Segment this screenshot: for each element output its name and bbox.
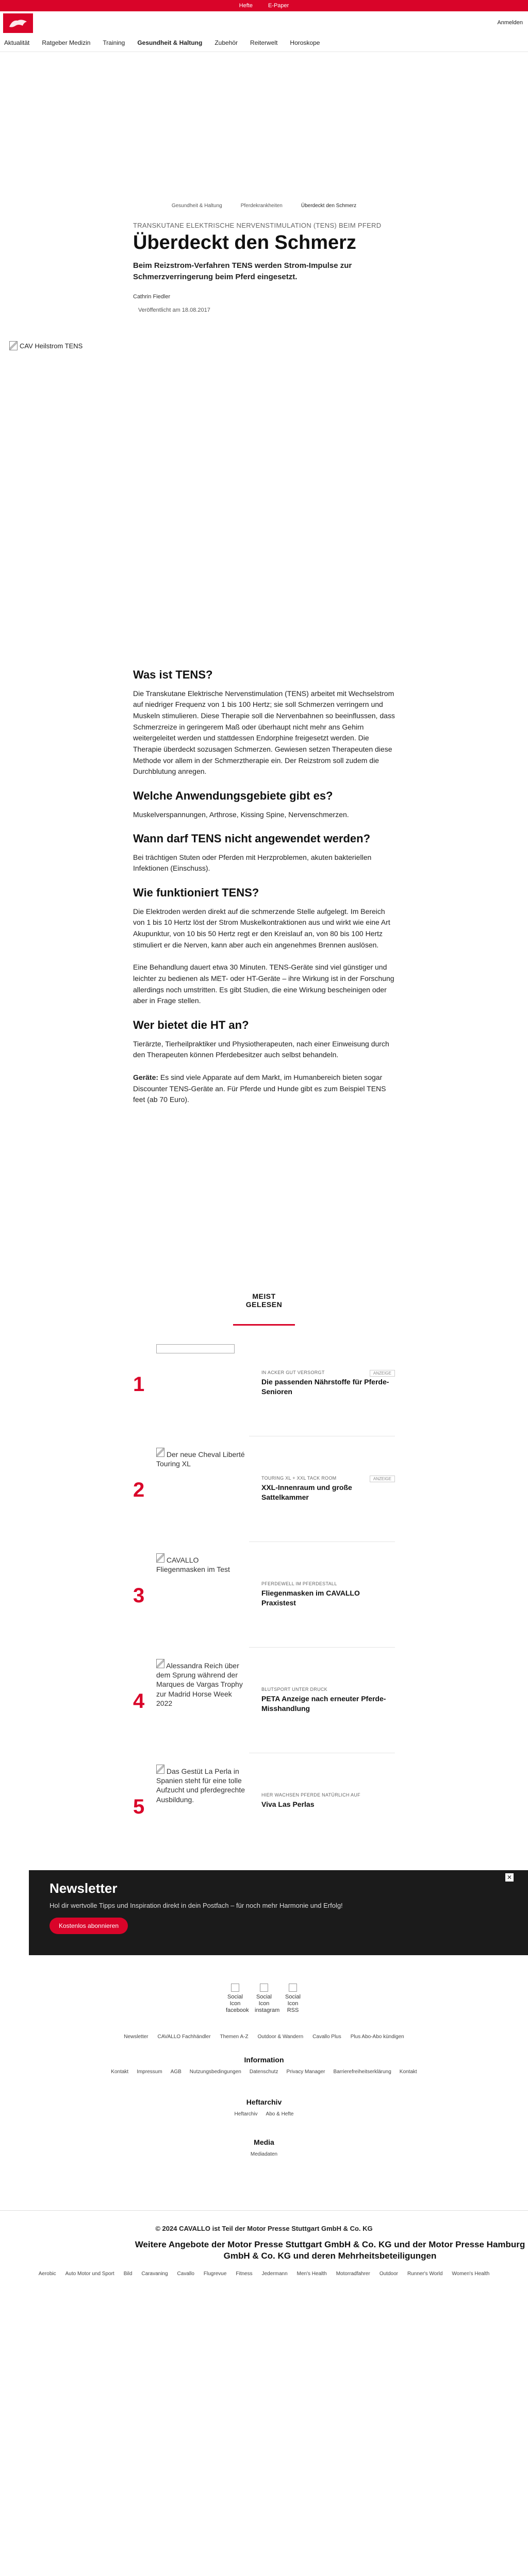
social-label: Social Icon facebook bbox=[226, 1994, 249, 2014]
footer-link[interactable]: CAVALLO Fachhändler bbox=[157, 2034, 211, 2040]
top-link-epaper[interactable]: E-Paper bbox=[268, 3, 289, 9]
most-read-kicker: IN ACKER GUT VERSORGT bbox=[261, 1370, 325, 1375]
divider bbox=[249, 1541, 395, 1542]
footer-heading: Information bbox=[244, 2056, 284, 2064]
broken-image-icon bbox=[260, 1984, 268, 1992]
footer-heading: Heftarchiv bbox=[246, 2098, 282, 2106]
footer-link[interactable]: Nutzungsbedingungen bbox=[189, 2069, 241, 2075]
broken-image-icon bbox=[9, 341, 18, 350]
footer-link[interactable]: Newsletter bbox=[124, 2034, 148, 2040]
social-label: Social Icon instagram bbox=[255, 1994, 280, 2014]
partner-link[interactable]: Aerobic bbox=[38, 2271, 56, 2277]
most-read-text bbox=[249, 1659, 395, 1714]
broken-image-icon bbox=[289, 1984, 297, 1992]
most-read-rank: 5 bbox=[133, 1795, 145, 1818]
most-read-headline: Die passenden Nährstoffe für Pferde-Senioren bbox=[261, 1378, 389, 1396]
section-heading: Was ist TENS? bbox=[133, 668, 213, 681]
footer-information bbox=[0, 2056, 528, 2075]
footer-info-links bbox=[0, 2069, 528, 2075]
newsletter-title: Newsletter bbox=[50, 1880, 118, 1896]
nav-item-zubehoer[interactable]: Zubehör bbox=[214, 39, 238, 46]
partner-link[interactable]: Cavallo bbox=[177, 2271, 194, 2277]
most-read-headline: Viva Las Perlas bbox=[261, 1800, 315, 1808]
partner-link[interactable]: Jedermann bbox=[261, 2271, 288, 2277]
footer-link[interactable]: Kontakt bbox=[399, 2069, 417, 2075]
partner-link[interactable]: Men's Health bbox=[296, 2271, 327, 2277]
most-read-underline bbox=[233, 1292, 295, 1326]
section-paragraph: Muskelverspannungen, Arthrose, Kissing Spine, Nervenschmerzen. bbox=[133, 810, 349, 819]
most-read-text bbox=[249, 1448, 395, 1502]
horse-logo-icon bbox=[6, 18, 30, 29]
most-read-image bbox=[156, 1765, 249, 1857]
most-read-section bbox=[133, 1292, 395, 1870]
footer-link[interactable]: Privacy Manager bbox=[286, 2069, 325, 2075]
broken-image-icon bbox=[156, 1553, 164, 1563]
footer-divider bbox=[0, 2210, 528, 2211]
most-read-headline: XXL-Innenraum und große Sattelkammer bbox=[261, 1483, 352, 1501]
broken-image-icon bbox=[156, 1448, 164, 1457]
footer-media bbox=[0, 2138, 528, 2157]
most-read-kicker: BLUTSPORT UNTER DRUCK bbox=[261, 1687, 327, 1692]
footer-link[interactable]: Datenschutz bbox=[249, 2069, 278, 2075]
nav-item-aktualitaet[interactable]: Aktualität bbox=[4, 39, 30, 46]
copyright: © 2024 CAVALLO ist Teil der Motor Presse Stuttgart GmbH & Co. KG bbox=[155, 2225, 373, 2232]
most-read-rank: 3 bbox=[133, 1584, 145, 1607]
hero-image-alt-text: CAV Heilstrom TENS bbox=[20, 342, 83, 350]
most-read-rank: 4 bbox=[133, 1690, 145, 1713]
most-read-image bbox=[156, 1659, 249, 1752]
partner-link[interactable]: Runner's World bbox=[407, 2271, 443, 2277]
partner-link[interactable]: Outdoor bbox=[379, 2271, 398, 2277]
footer-link[interactable]: AGB bbox=[170, 2069, 182, 2075]
most-read-image-alt: CAVALLO Fliegenmasken im Test bbox=[156, 1556, 230, 1574]
broken-image-icon bbox=[156, 1765, 164, 1774]
article-lead: Beim Reizstrom-Verfahren TENS werden Strom-Impulse zur Schmerzverringerung beim Pferd eingesetzt. bbox=[133, 261, 352, 281]
breadcrumb-item-gesundheit[interactable]: Gesundheit & Haltung bbox=[171, 203, 222, 209]
site-header bbox=[0, 11, 528, 34]
section-funktion bbox=[133, 886, 395, 1007]
most-read-item[interactable] bbox=[133, 1342, 395, 1448]
login-link[interactable]: Anmelden bbox=[497, 20, 523, 26]
newsletter-banner bbox=[29, 1870, 528, 1955]
most-read-image-alt: Das Gestüt La Perla in Spanien steht für eine tolle Aufzucht und pferdegrechte Ausbildung. bbox=[156, 1767, 245, 1804]
most-read-item[interactable] bbox=[133, 1659, 395, 1765]
divider bbox=[249, 1647, 395, 1648]
most-read-image bbox=[156, 1448, 249, 1540]
article-author[interactable]: Cathrin Fiedler bbox=[133, 294, 171, 300]
footer-media-links bbox=[0, 2151, 528, 2157]
nav-item-training[interactable]: Training bbox=[103, 39, 125, 46]
footer-link[interactable]: Heftarchiv bbox=[234, 2111, 258, 2117]
most-read-title: MEIST GELESEN bbox=[245, 1292, 283, 1309]
partner-link[interactable]: Motorradfahrer bbox=[336, 2271, 370, 2277]
devices-label: Geräte: bbox=[133, 1073, 159, 1081]
partner-link[interactable]: Bild bbox=[123, 2271, 133, 2277]
ad-badge: ANZEIGE bbox=[370, 1370, 395, 1377]
hero-image bbox=[9, 341, 519, 671]
footer-link[interactable]: Kontakt bbox=[111, 2069, 129, 2075]
broken-image-icon bbox=[156, 1659, 164, 1668]
social-label: Social Icon RSS bbox=[285, 1994, 301, 2014]
footer-link[interactable]: Mediadaten bbox=[250, 2151, 278, 2157]
section-paragraph: Tierärzte, Tierheilpraktiker und Physiotherapeuten, nach einer Einweisung durch den Therapeuten können Pferdebesitzer auch selbst behandeln. bbox=[133, 1039, 389, 1059]
most-read-kicker: PFERDEWELL IM PFERDESTALL bbox=[261, 1581, 337, 1586]
most-read-image bbox=[156, 1553, 249, 1646]
footer-link[interactable]: Impressum bbox=[137, 2069, 162, 2075]
image-placeholder bbox=[156, 1344, 235, 1353]
nav-item-ratgeber-medizin[interactable]: Ratgeber Medizin bbox=[42, 39, 91, 46]
most-read-item[interactable] bbox=[133, 1448, 395, 1553]
article-published-date: Veröffentlicht am 18.08.2017 bbox=[138, 307, 210, 314]
nav-item-horoskope[interactable]: Horoskope bbox=[290, 39, 320, 46]
footer-link[interactable]: Themen A-Z bbox=[220, 2034, 249, 2040]
section-paragraph: Die Transkutane Elektrische Nervenstimulation (TENS) arbeitet mit Wechselstrom auf niedriger Frequenz von 1 bis 100 Hertz; sie soll Schmerzen verringern und Muskeln stimulieren. Diese Therapie soll die Nervenbahnen so beeinflussen, dass Schmerzreize in geringerem Maß oder überhaupt nicht mehr ans Gehirn weitergeleitet werden und stattdessen Endorphine freigesetzt werden. Die Therapie überdeckt sozusagen Schmerzen. Gewiesen setzen Therapeuten diese Methode vor allem in der Schmerztherapie ein. Der Reizstrom soll zudem die Durchblutung anregen. bbox=[133, 689, 395, 776]
more-offers-heading: Weitere Angebote der Motor Presse Stuttgart GmbH & Co. KG und der Motor Presse Hamburg GmbH & Co. KG und deren Mehrheitsbeteiligungen bbox=[135, 2240, 525, 2261]
most-read-item[interactable] bbox=[133, 1553, 395, 1659]
most-read-item[interactable] bbox=[133, 1765, 395, 1870]
footer-heftarchiv-links bbox=[0, 2111, 528, 2117]
section-heading: Wann darf TENS nicht angewendet werden? bbox=[133, 832, 371, 845]
section-heading: Welche Anwendungsgebiete gibt es? bbox=[133, 789, 333, 802]
most-read-image-alt: Alessandra Reich über dem Sprung während der Marques de Vargas Trophy zur Madrid Horse Week 2022 bbox=[156, 1662, 243, 1707]
section-heading: Wer bietet die HT an? bbox=[133, 1019, 249, 1032]
section-anwendungsgebiete bbox=[133, 789, 395, 820]
breadcrumb-item-current: Überdeckt den Schmerz bbox=[301, 203, 357, 209]
most-read-headline: PETA Anzeige nach erneuter Pferde-Misshandlung bbox=[261, 1694, 386, 1713]
main-navigation bbox=[0, 34, 528, 52]
breadcrumb-item-pferdekrankheiten[interactable]: Pferdekrankheiten bbox=[240, 203, 283, 209]
top-link-hefte[interactable]: Hefte bbox=[239, 3, 253, 9]
social-links bbox=[0, 1984, 528, 2014]
breadcrumb bbox=[0, 203, 528, 209]
most-read-image bbox=[156, 1342, 249, 1435]
facebook-icon[interactable] bbox=[226, 1984, 249, 2014]
newsletter-subscribe-button[interactable]: Kostenlos abonnieren bbox=[50, 1918, 128, 1934]
section-paragraph: Bei trächtigen Stuten oder Pferden mit Herzproblemen, akuten bakteriellen Infektionen (Einschuss). bbox=[133, 853, 372, 873]
devices-text: Es sind viele Apparate auf dem Markt, im Humanbereich bieten sogar Discounter TENS-Geräte an. Für Pferde und Hunde gibt es zum Beispiel TENS feet (ab 70 Euro). bbox=[133, 1073, 386, 1104]
most-read-image-alt: Der neue Cheval Liberté Touring XL bbox=[156, 1450, 245, 1468]
section-paragraph: Die Elektroden werden direkt auf die schmerzende Stelle aufgelegt. Im Bereich von 1 bis 10 Hertz löst der Strom Muskelkontraktionen aus und wirkt wie eine Art Akupunktur, von 10 bis 50 Hertz regt er den Kreislauf an, von 80 bis 100 Hertz stimuliert er die Nerven, kann aber auch ein angenehmes Brennen auslösen. bbox=[133, 907, 390, 949]
footer-heading: Media bbox=[254, 2138, 274, 2146]
footer-link[interactable]: Abo & Hefte bbox=[266, 2111, 294, 2117]
article-body bbox=[133, 668, 395, 1117]
footer-link[interactable]: Plus Abo-Abo kündigen bbox=[350, 2034, 404, 2040]
cavallo-logo[interactable] bbox=[3, 13, 33, 33]
most-read-rank: 2 bbox=[133, 1479, 145, 1501]
partner-link[interactable]: Flugrevue bbox=[203, 2271, 227, 2277]
rss-icon[interactable] bbox=[284, 1984, 302, 2014]
footer-link[interactable]: Cavallo Plus bbox=[312, 2034, 341, 2040]
section-kontraindikation bbox=[133, 832, 395, 874]
most-read-headline: Fliegenmasken im CAVALLO Praxistest bbox=[261, 1589, 360, 1607]
hero-image-alt bbox=[9, 341, 519, 350]
partner-link[interactable]: Fitness bbox=[236, 2271, 253, 2277]
partner-link[interactable]: Caravaning bbox=[141, 2271, 168, 2277]
partner-links bbox=[10, 2271, 518, 2277]
most-read-kicker: HIER WACHSEN PFERDE NATÜRLICH AUF bbox=[261, 1792, 360, 1798]
section-was-ist-tens bbox=[133, 668, 395, 777]
footer-heftarchiv bbox=[0, 2098, 528, 2117]
most-read-kicker: TOURING XL + XXL TACK ROOM bbox=[261, 1476, 337, 1481]
partner-link[interactable]: Women's Health bbox=[452, 2271, 490, 2277]
broken-image-icon bbox=[231, 1984, 239, 1992]
most-read-text bbox=[249, 1765, 395, 1809]
newsletter-text: Hol dir wertvolle Tipps und Inspiration direkt in dein Postfach – für noch mehr Harmonie und Erfolg! bbox=[50, 1902, 343, 1909]
ad-badge: ANZEIGE bbox=[370, 1476, 395, 1482]
devices-paragraph bbox=[133, 1072, 395, 1106]
footer-link[interactable]: Outdoor & Wandern bbox=[257, 2034, 304, 2040]
top-bar bbox=[0, 0, 528, 11]
instagram-icon[interactable] bbox=[255, 1984, 280, 2014]
most-read-text bbox=[249, 1342, 395, 1397]
section-paragraph: Eine Behandlung dauert etwa 30 Minuten. TENS-Geräte sind viel günstiger und leichter zu bedienen als MET- oder HT-Geräte – ihre Wirkung ist in der Forschung allerdings noch umstritten. Es gibt Studien, die eine Wirkung bescheinigen oder aber in Frage stellen. bbox=[133, 963, 394, 1005]
close-icon[interactable]: ✕ bbox=[505, 1873, 514, 1882]
article-header bbox=[133, 222, 395, 313]
section-heading: Wie funktioniert TENS? bbox=[133, 886, 259, 900]
partner-link[interactable]: Auto Motor und Sport bbox=[65, 2271, 114, 2277]
most-read-rank: 1 bbox=[133, 1373, 145, 1396]
article-kicker: TRANSKUTANE ELEKTRISCHE NERVENSTIMULATION (TENS) BEIM PFERD bbox=[133, 222, 382, 229]
most-read-text bbox=[249, 1553, 395, 1608]
nav-item-gesundheit-haltung[interactable]: Gesundheit & Haltung bbox=[137, 39, 203, 46]
nav-item-reiterwelt[interactable]: Reiterwelt bbox=[250, 39, 278, 46]
footer-links bbox=[0, 2034, 528, 2040]
footer-link[interactable]: Barrierefreiheitserklärung bbox=[333, 2069, 391, 2075]
article-title: Überdeckt den Schmerz bbox=[133, 232, 356, 253]
section-anbieter bbox=[133, 1018, 395, 1106]
